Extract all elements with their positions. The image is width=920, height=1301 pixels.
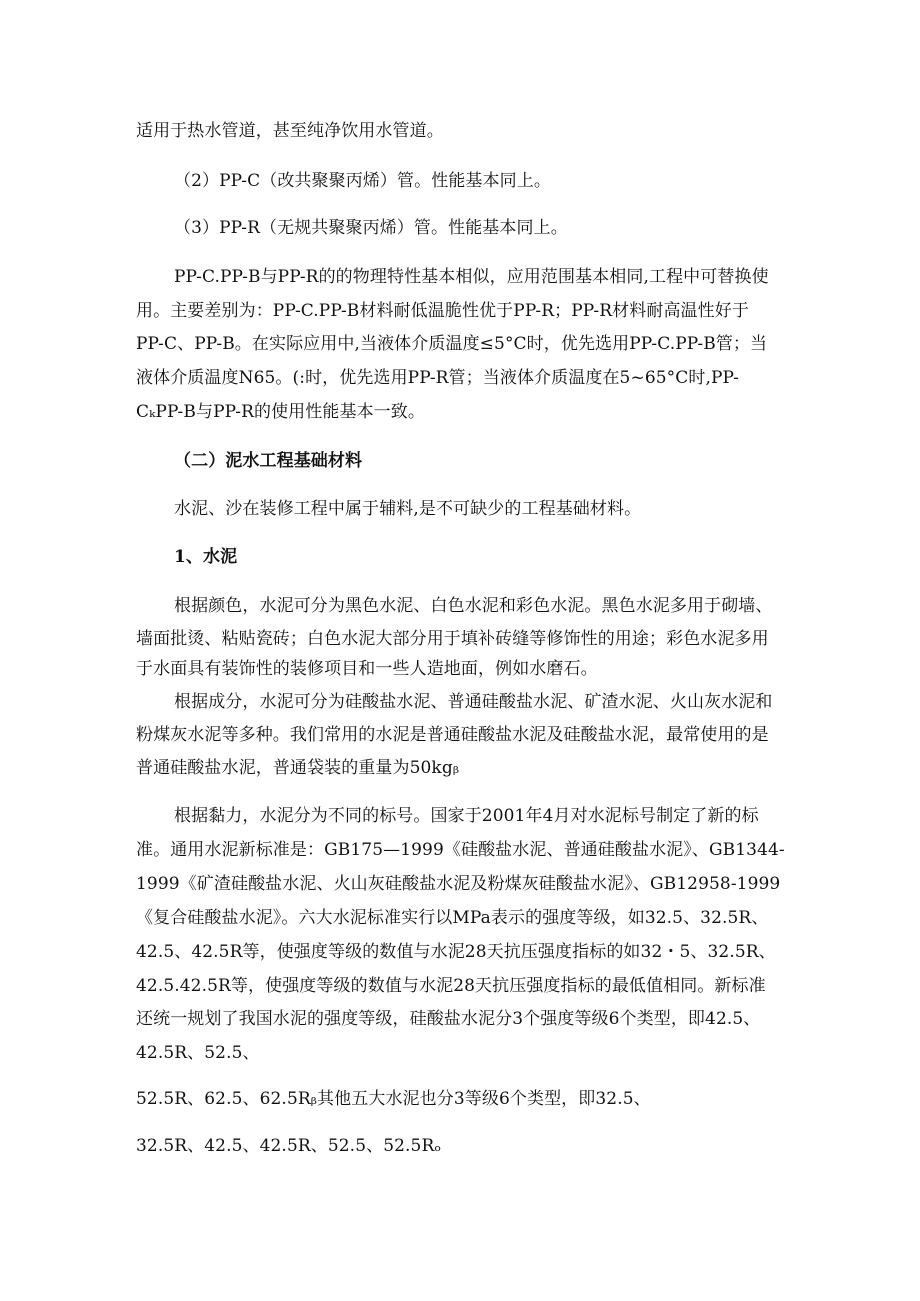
text-line: 还统一规划了我国水泥的强度等级，硅酸盐水泥分3个强度等级6个类型，即42.5、 xyxy=(136,1009,761,1029)
text-line: 1999《矿渣硅酸盐水泥、火山灰硅酸盐水泥及粉煤灰硅酸盐水泥》、GB12958-1999 xyxy=(136,874,781,894)
text-line: 于水面具有装饰性的装修项目和一些人造地面，例如水磨石。 xyxy=(136,659,598,679)
text-line: PP-C、PP-B。在实际应用中,当液体介质温度≤5°C时，优先选用PP-C.PP-B管；当 xyxy=(136,334,768,354)
text-line: 52.5R、62.5、62.5Rᵦ其他五大水泥也分3等级6个类型，即32.5、 xyxy=(136,1089,651,1109)
text-line: CₖPP-B与PP-R的使用性能基本一致。 xyxy=(136,402,425,422)
text-line: 根据成分，水泥可分为硅酸盐水泥、普通硅酸盐水泥、矿渣水泥、火山灰水泥和 xyxy=(174,692,773,712)
text-line: 液体介质温度N65。(:时，优先选用PP-R管；当液体介质温度在5~65°C时,PP- xyxy=(136,368,739,388)
text-line: 《复合硅酸盐水泥》。六大水泥标准实行以MPa表示的强度等级，如32.5、32.5R、 xyxy=(136,908,769,928)
text-line: PP-C.PP-B与PP-R的的物理特性基本相似，应用范围基本相同,工程中可替换使 xyxy=(174,267,769,287)
text-line: 用。主要差别为：PP-C.PP-B材料耐低温脆性优于PP-R；PP-R材料耐高温性好于 xyxy=(136,301,749,321)
text-line: 根据黏力，水泥分为不同的标号。国家于2001年4月对水泥标号制定了新的标 xyxy=(174,806,759,826)
text-line: 准。通用水泥新标准是：GB175—1999《硅酸盐水泥、普通硅酸盐水泥》、GB1344- xyxy=(136,840,785,860)
subsection-heading: 1、水泥 xyxy=(174,547,238,567)
text-line: 适用于热水管道，甚至纯净饮用水管道。 xyxy=(136,121,444,141)
text-line: 32.5R、42.5、42.5R、52.5、52.5Rₒ xyxy=(136,1136,442,1156)
text-line: （2）PP-C（改共聚聚丙烯）管。性能基本同上。 xyxy=(174,171,551,191)
text-line: 根据颜色，水泥可分为黑色水泥、白色水泥和彩色水泥。黑色水泥多用于砌墙、 xyxy=(174,596,773,616)
text-line: 水泥、沙在装修工程中属于辅料,是不可缺少的工程基础材料。 xyxy=(174,499,642,519)
section-heading: （二）泥水工程基础材料 xyxy=(174,451,363,471)
text-line: 普通硅酸盐水泥，普通袋装的重量为50kgᵦ xyxy=(136,758,460,778)
text-line: 42.5.42.5R等，使强度等级的数值与水泥28天抗压强度指标的最低值相同。新标准 xyxy=(136,976,766,996)
text-line: 粉煤灰水泥等多种。我们常用的水泥是普通硅酸盐水泥及硅酸盐水泥，最常使用的是 xyxy=(136,725,769,745)
text-line: 42.5R、52.5、 xyxy=(136,1043,260,1063)
text-line: （3）PP-R（无规共聚聚丙烯）管。性能基本同上。 xyxy=(174,218,568,238)
text-line: 42.5、42.5R等，使强度等级的数值与水泥28天抗压强度指标的如32・5、32.5R、 xyxy=(136,942,776,962)
text-line: 墙面批烫、粘贴瓷砖；白色水泥大部分用于填补砖缝等修饰性的用途；彩色水泥多用 xyxy=(136,629,769,649)
